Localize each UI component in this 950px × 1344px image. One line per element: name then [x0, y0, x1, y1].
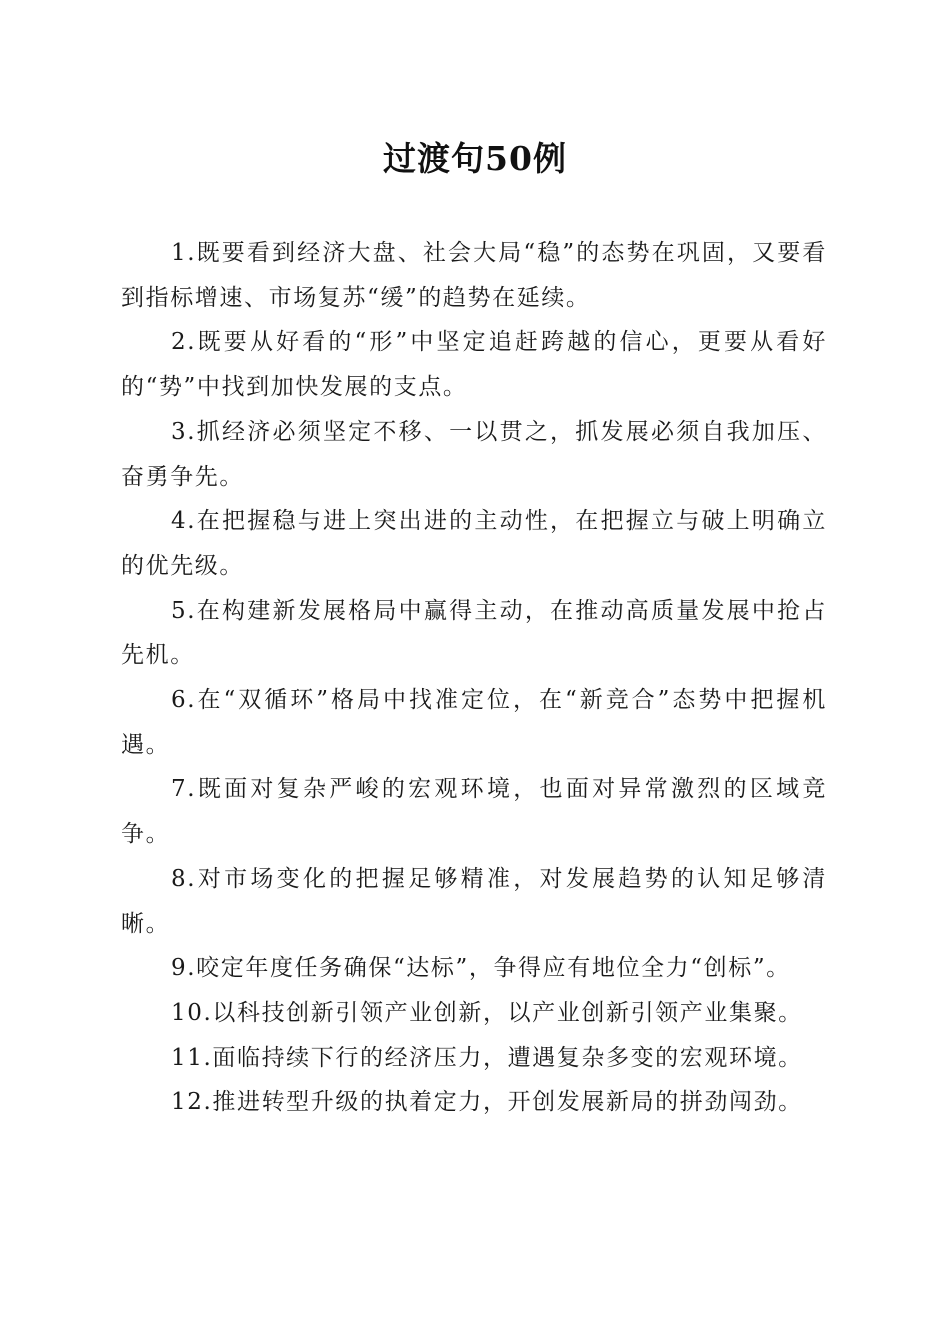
paragraph-11: 11.面临持续下行的经济压力，遭遇复杂多变的宏观环境。	[171, 1044, 803, 1071]
paragraph-10: 10.以科技创新引领产业创新，以产业创新引领产业集聚。	[171, 999, 803, 1026]
paragraph-7: 7.既面对复杂严峻的宏观环境，也面对异常激烈的区域竞争。	[121, 776, 827, 848]
paragraph-1: 1.既要看到经济大盘、社会大局“稳”的态势在巩固，又要看到指标增速、市场复苏“缓”的趋势在延续。	[121, 240, 827, 311]
paragraph-5: 5.在构建新发展格局中赢得主动，在推动高质量发展中抢占先机。	[121, 597, 827, 669]
paragraph-2: 2.既要从好看的“形”中坚定追赶跨越的信心，更要从看好的“势”中找到加快发展的支点。	[121, 329, 827, 401]
paragraph-9: 9.咬定年度任务确保“达标”，争得应有地位全力“创标”。	[171, 955, 791, 982]
paragraph-6: 6.在“双循环”格局中找准定位，在“新竞合”态势中把握机遇。	[121, 687, 827, 758]
paragraph-4: 4.在把握稳与进上突出进的主动性，在把握立与破上明确立的优先级。	[121, 508, 827, 579]
document-title: 过渡句50例	[383, 139, 567, 178]
document-body	[121, 231, 827, 1125]
paragraph-8: 8.对市场变化的把握足够精准，对发展趋势的认知足够清晰。	[121, 865, 827, 937]
paragraph-12: 12.推进转型升级的执着定力，开创发展新局的拼劲闯劲。	[171, 1089, 803, 1116]
paragraph-3: 3.抓经济必须坚定不移、一以贯之，抓发展必须自我加压、奋勇争先。	[121, 418, 827, 490]
